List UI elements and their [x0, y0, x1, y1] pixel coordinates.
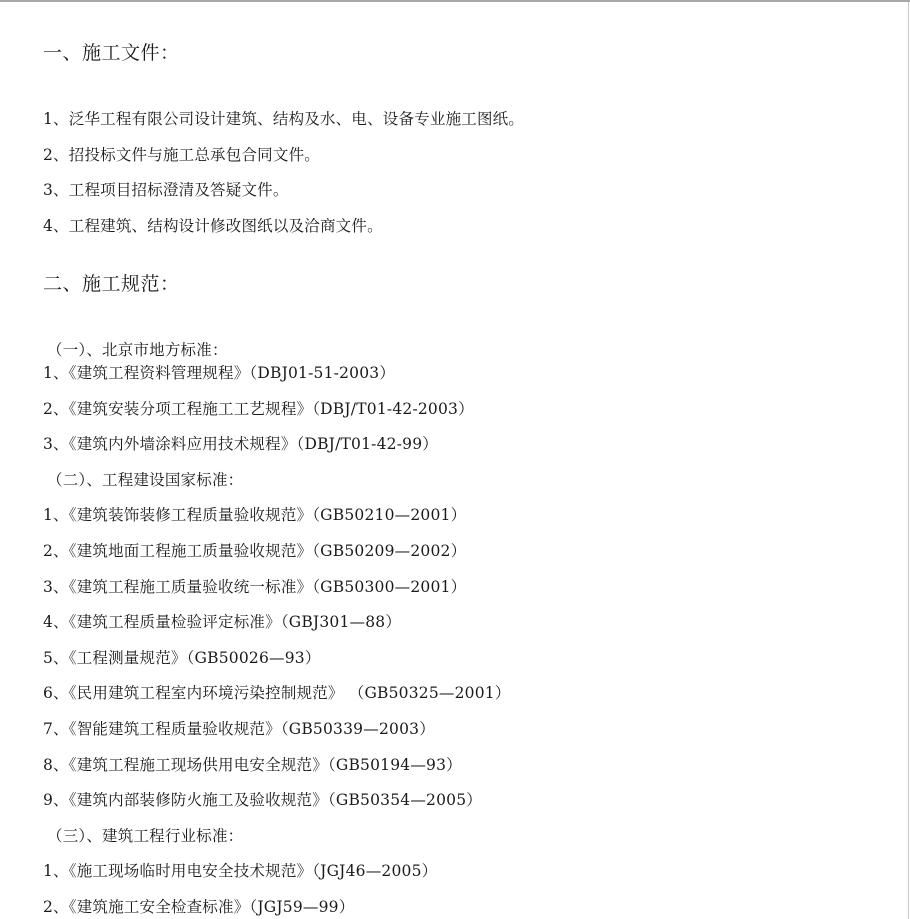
- list-item: 6、《民用建筑工程室内环境污染控制规范》 （GB50325—2001）: [43, 684, 511, 702]
- list-item: 5、《工程测量规范》（GB50026—93）: [43, 649, 321, 667]
- list-item: 1、泛华工程有限公司设计建筑、结构及水、电、设备专业施工图纸。: [43, 110, 525, 128]
- list-item: 3、工程项目招标澄清及答疑文件。: [43, 181, 289, 199]
- list-item: 7、《智能建筑工程质量验收规范》（GB50339—2003）: [43, 720, 435, 738]
- list-item: 8、《建筑工程施工现场供用电安全规范》（GB50194—93）: [43, 756, 462, 774]
- list-item: 1、《施工现场临时用电安全技术规范》（JGJ46—2005）: [43, 862, 438, 880]
- group-title-industry-standards: （三）、建筑工程行业标准：: [47, 827, 244, 845]
- list-item: 4、《建筑工程质量检验评定标准》（GBJ301—88）: [43, 613, 402, 631]
- list-item: 9、《建筑内部装修防火施工及验收规范》（GB50354—2005）: [43, 791, 482, 809]
- list-item: 3、《建筑内外墙涂料应用技术规程》（DBJ/T01-42-99）: [43, 435, 438, 453]
- list-item: 2、《建筑施工安全检查标准》（JGJ59—99）: [43, 898, 355, 916]
- list-item: 4、工程建筑、结构设计修改图纸以及洽商文件。: [43, 217, 383, 235]
- group-title-national-standards: （二）、工程建设国家标准：: [47, 471, 244, 489]
- page-edge-divider: [908, 2, 909, 919]
- list-item: 2、《建筑安装分项工程施工工艺规程》（DBJ/T01-42-2003）: [43, 400, 474, 418]
- list-item: 2、招投标文件与施工总承包合同文件。: [43, 146, 320, 164]
- group-title-beijing-local-standards: （一）、北京市地方标准：: [47, 341, 228, 359]
- list-item: 2、《建筑地面工程施工质量验收规范》（GB50209—2002）: [43, 542, 467, 560]
- list-item: 1、《建筑装饰装修工程质量验收规范》（GB50210—2001）: [43, 506, 467, 524]
- section-title-construction-standards: 二、施工规范：: [43, 273, 180, 295]
- list-item: 3、《建筑工程施工质量验收统一标准》（GB50300—2001）: [43, 578, 467, 596]
- section-title-construction-documents: 一、施工文件：: [43, 42, 180, 64]
- list-item: 1、《建筑工程资料管理规程》（DBJ01-51-2003）: [43, 364, 396, 382]
